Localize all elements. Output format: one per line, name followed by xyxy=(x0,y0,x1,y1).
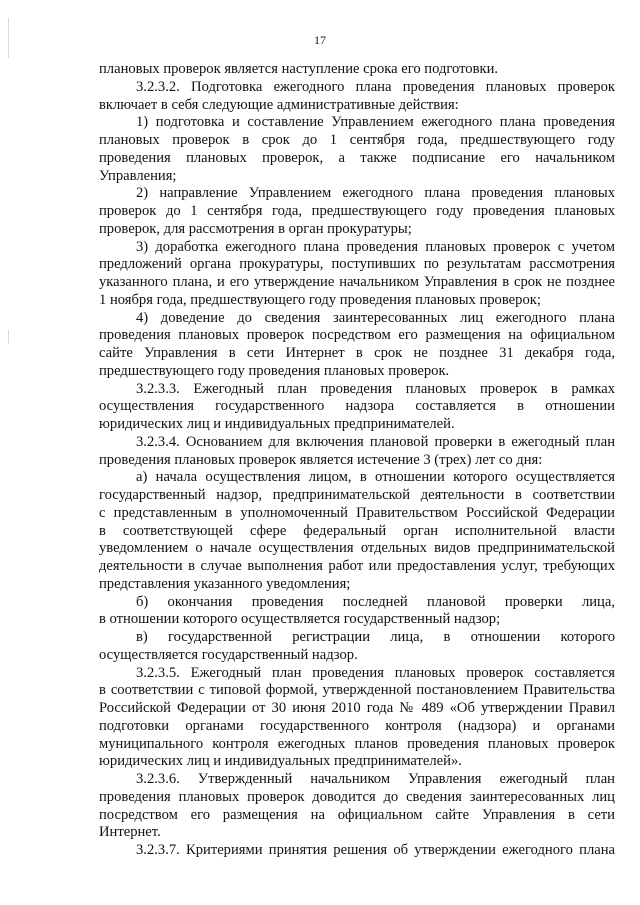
text-line: указанного плана, и его утверждение начальником Управления в срок не позднее xyxy=(99,274,615,290)
paragraph xyxy=(99,61,615,79)
text-line: 3.2.3.2. Подготовка ежегодного плана проведения плановых проверок xyxy=(136,78,615,95)
text-line: б) окончания проведения последней плановой проверки лица, xyxy=(136,593,615,610)
text-line: осуществления государственного надзора составляется в отношении xyxy=(99,398,615,415)
paragraph xyxy=(99,771,615,842)
text-line: проведения плановых проверок, а также подписание его начальником xyxy=(99,149,615,166)
text-line: представления указанного уведомления; xyxy=(99,575,351,592)
text-line: 2) направление Управлением ежегодного плана проведения плановых xyxy=(136,185,615,202)
text-line: в соответствующей сфере федеральный орган исполнительной власти xyxy=(99,522,615,539)
scan-margin-mark xyxy=(8,330,9,344)
text-line: плановых проверок является наступление срока его подготовки. xyxy=(99,61,499,77)
paragraph xyxy=(99,842,615,860)
paragraph xyxy=(99,381,615,434)
text-line: 3) доработка ежегодного плана проведения плановых проверок с учетом xyxy=(136,238,615,255)
text-line: юридических лиц и индивидуальных предпринимателей. xyxy=(99,416,455,432)
text-line: предложений органа прокуратуры, поступивших по результатам рассмотрения xyxy=(99,256,615,273)
text-line: в) государственной регистрации лица, в отношении которого xyxy=(136,629,615,645)
text-line: деятельности в случае выполнения работ или предоставления услуг, требующих xyxy=(99,558,615,574)
text-line: подготовки органами государственного контроля (надзора) и органами xyxy=(99,717,615,734)
text-line: проведения плановых проверок посредством его размещения на официальном xyxy=(99,327,615,344)
text-line: 1) подготовка и составление Управлением ежегодного плана проведения xyxy=(136,114,615,131)
paragraph xyxy=(99,629,615,665)
text-line: 3.2.3.4. Основанием для включения плановой проверки в ежегодный план xyxy=(136,433,615,450)
paragraph xyxy=(99,434,615,470)
text-line: 3.2.3.7. Критериями принятия решения об утверждении ежегодного плана xyxy=(136,842,615,858)
page-number: 17 xyxy=(314,33,326,47)
text-line: в соответствии с типовой формой, утвержденной постановлением Правительства xyxy=(99,682,615,699)
text-line: уведомлением о начале осуществления отдельных видов предпринимательской xyxy=(99,540,615,557)
document-body xyxy=(99,61,615,860)
paragraph xyxy=(99,239,615,310)
text-line: посредством его размещения на официальном сайте Управления в сети xyxy=(99,806,615,823)
paragraph xyxy=(99,469,615,593)
text-line: проведения плановых проверок доводится до сведения заинтересованных лиц xyxy=(99,788,615,805)
text-line: проверок до 1 сентября года, предшествующего году проведения плановых xyxy=(99,203,615,219)
paragraph xyxy=(99,79,615,115)
paragraph xyxy=(99,594,615,630)
text-line: Управления; xyxy=(99,167,177,184)
paragraph xyxy=(99,310,615,381)
text-line: предшествующего году проведения плановых проверок. xyxy=(99,362,450,379)
text-line: Интернет. xyxy=(99,824,161,841)
text-line: сайте Управления в сети Интернет в срок не позднее 31 декабря года, xyxy=(99,345,615,361)
text-line: 1 ноября года, предшествующего году проведения плановых проверок; xyxy=(99,291,541,308)
text-line: 4) доведение до сведения заинтересованных лиц ежегодного плана xyxy=(136,309,615,326)
paragraph xyxy=(99,185,615,238)
text-line: в отношении которого осуществляется государственный надзор; xyxy=(99,611,501,628)
text-line: с представленным в уполномоченный Правительством Российской Федерации xyxy=(99,504,615,521)
text-line: осуществляется государственный надзор. xyxy=(99,646,358,663)
text-line: 3.2.3.6. Утвержденный начальником Управления ежегодный план xyxy=(136,771,615,787)
text-line: проведения плановых проверок является истечение 3 (трех) лет со дня: xyxy=(99,451,543,468)
text-line: Российской Федерации от 30 июня 2010 года № 489 «Об утверждении Правил xyxy=(99,700,615,716)
paragraph xyxy=(99,665,615,772)
text-line: а) начала осуществления лицом, в отношении которого осуществляется xyxy=(136,469,615,486)
text-line: государственный надзор, предпринимательской деятельности в соответствии xyxy=(99,487,615,503)
text-line: включает в себя следующие административные действия: xyxy=(99,96,459,113)
text-line: 3.2.3.5. Ежегодный план проведения плановых проверок составляется xyxy=(136,664,615,681)
text-line: плановых проверок в срок до 1 сентября года, предшествующего году xyxy=(99,132,615,148)
text-line: муниципального контроля ежегодных планов проведения плановых проверок xyxy=(99,735,615,752)
text-line: 3.2.3.3. Ежегодный план проведения плановых проверок в рамках xyxy=(136,380,615,397)
text-line: юридических лиц и индивидуальных предпринимателей». xyxy=(99,753,462,770)
paragraph xyxy=(99,114,615,185)
text-line: проверок, для рассмотрения в орган прокуратуры; xyxy=(99,220,412,237)
